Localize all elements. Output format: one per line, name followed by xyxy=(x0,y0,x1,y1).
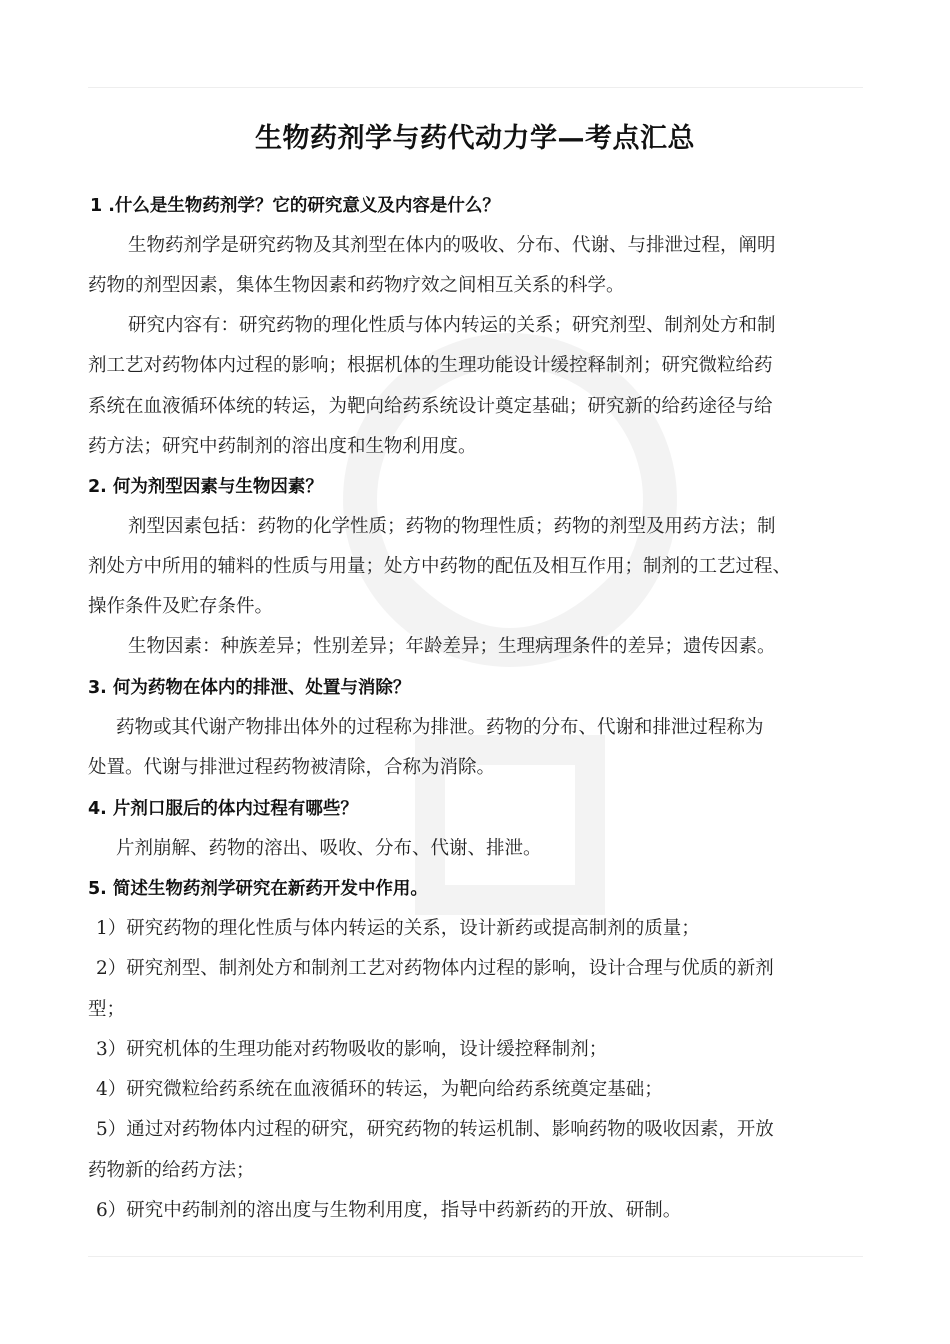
paragraph-line: 处置。代谢与排泄过程药物被清除，合称为消除。 xyxy=(88,757,496,778)
paragraph-line: 生物药剂学是研究药物及其剂型在体内的吸收、分布、代谢、与排泄过程，阐明 xyxy=(128,235,776,256)
list-item: 4）研究微粒给药系统在血液循环的转运，为靶向给药系统奠定基础； xyxy=(96,1079,663,1100)
question-heading-3: 3. 何为药物在体内的排泄、处置与消除？ xyxy=(88,678,411,698)
paragraph-line: 药物或其代谢产物排出体外的过程称为排泄。药物的分布、代谢和排泄过程称为 xyxy=(116,717,764,738)
paragraph-line: 剂型因素包括：药物的化学性质；药物的物理性质；药物的剂型及用药方法；制 xyxy=(128,516,776,537)
bottom-divider xyxy=(88,1256,863,1257)
paragraph-line: 药方法；研究中药制剂的溶出度和生物利用度。 xyxy=(88,436,477,457)
paragraph-line: 药物的剂型因素，集体生物因素和药物疗效之间相互关系的科学。 xyxy=(88,275,625,296)
list-item: 1）研究药物的理化性质与体内转运的关系，设计新药或提高制剂的质量； xyxy=(96,918,700,939)
list-item-continuation: 型； xyxy=(88,999,126,1020)
list-item: 6）研究中药制剂的溶出度与生物利用度，指导中药新药的开放、研制。 xyxy=(96,1200,682,1221)
paragraph-line: 系统在血液循环体统的转运，为靶向给药系统设计奠定基础；研究新的给药途径与给 xyxy=(88,396,773,417)
paragraph-line: 操作条件及贮存条件。 xyxy=(88,596,274,617)
list-item: 3）研究机体的生理功能对药物吸收的影响，设计缓控释制剂； xyxy=(96,1039,608,1060)
paragraph-line: 剂工艺对药物体内过程的影响；根据机体的生理功能设计缓控释制剂；研究微粒给药 xyxy=(88,355,773,376)
paragraph-line: 研究内容有：研究药物的理化性质与体内转运的关系；研究剂型、制剂处方和制 xyxy=(128,315,776,336)
document-title: 生物药剂学与药代动力学—考点汇总 xyxy=(255,123,695,154)
list-item: 2）研究剂型、制剂处方和制剂工艺对药物体内过程的影响，设计合理与优质的新剂 xyxy=(96,958,774,979)
list-item-continuation: 药物新的给药方法； xyxy=(88,1160,255,1181)
question-heading-5: 5. 简述生物药剂学研究在新药开发中作用。 xyxy=(88,879,428,899)
paragraph-line: 片剂崩解、药物的溶出、吸收、分布、代谢、排泄。 xyxy=(116,838,542,859)
question-heading-1: 1 .什么是生物药剂学？它的研究意义及内容是什么？ xyxy=(90,196,500,216)
paragraph-line: 剂处方中所用的辅料的性质与用量；处方中药物的配伍及相互作用；制剂的工艺过程、 xyxy=(88,556,792,577)
paragraph-line: 生物因素：种族差异；性别差异；年龄差异；生理病理条件的差异；遗传因素。 xyxy=(128,636,776,657)
question-heading-2: 2. 何为剂型因素与生物因素？ xyxy=(88,477,323,497)
question-heading-4: 4. 片剂口服后的体内过程有哪些？ xyxy=(88,799,358,819)
list-item: 5）通过对药物体内过程的研究，研究药物的转运机制、影响药物的吸收因素，开放 xyxy=(96,1119,774,1140)
top-divider xyxy=(88,87,863,88)
